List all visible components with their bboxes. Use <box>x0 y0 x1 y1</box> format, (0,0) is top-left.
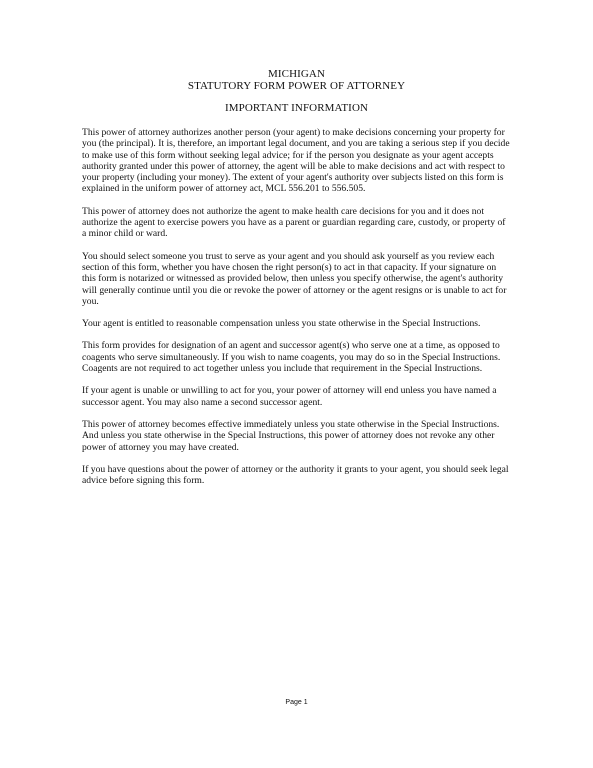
paragraph-successor-agents: This form provides for designation of an agent and successor agent(s) who serve one at a time, as opposed to coagents who serve simultaneously. If you wish to name coagents, you may do so in the Special Instructions. Coagents are not required to act together unless you include that requirement in the Special Instructions. <box>82 340 501 375</box>
paragraph-select-agent: You should select someone you trust to serve as your agent and you should ask yourself as you review each section of this form, whether you have chosen the right person(s) to act in that capacity. If your signature on this form is notarized or witnessed as provided below, then unless you specify otherwise, the agent's authority will generally continue until you die or revoke the power of attorney or the agent resigns or is unable to act for you. <box>82 250 507 307</box>
form-title: STATUTORY FORM POWER OF ATTORNEY <box>187 80 406 92</box>
paragraph-compensation: Your agent is entitled to reasonable compensation unless you state otherwise in the Special Instructions. <box>82 318 481 330</box>
paragraph-questions: If you have questions about the power of attorney or the authority it grants to your agent, you should seek legal advice before signing this form. <box>82 463 509 487</box>
state-heading: MICHIGAN <box>267 68 326 80</box>
section-title: IMPORTANT INFORMATION <box>224 102 369 114</box>
document-body <box>82 127 512 497</box>
paragraph-unable-to-act: If your agent is unable or unwilling to act for you, your power of attorney will end unless you have named a successor agent. You may also name a second successor agent. <box>82 385 497 408</box>
paragraph-effective: This power of attorney becomes effective immediately unless you state otherwise in the Special Instructions. And unless you state otherwise in the Special Instructions, this power of attorney does not revoke any other power of attorney you may have created. <box>82 418 500 453</box>
paragraph-authorization: This power of attorney authorizes another person (your agent) to make decisions concerning your property for you (the principal). It is, therefore, an important legal document, and you are taking a serious step if you decide to make use of this form without seeking legal advice; for if the person you designate as your agent accepts authority granted under this power of attorney, the agent will be able to make decisions and act with respect to your property (including your money). The extent of your agent's authority over subjects listed on this form is explained in the uniform power of attorney act, MCL 556.201 to 556.505. <box>82 127 510 195</box>
paragraph-health-care: This power of attorney does not authorize the agent to make health care decisions for you and it does not authorize the agent to exercise powers you have as a parent or guardian regarding care, custody, or property of a minor child or ward. <box>82 205 506 240</box>
page-number: Page 1 <box>285 699 308 706</box>
